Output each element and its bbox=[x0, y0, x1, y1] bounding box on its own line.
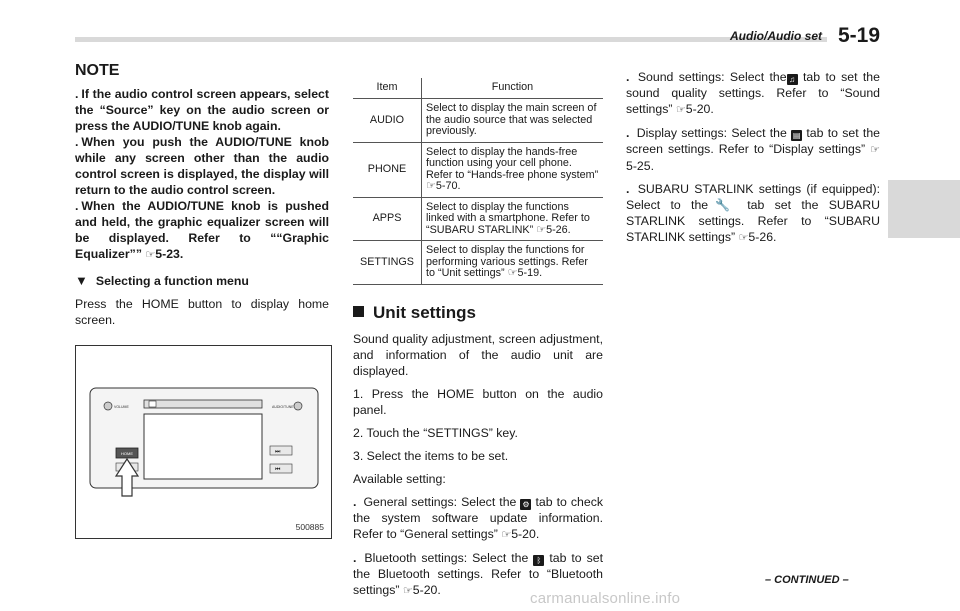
step-1: 1. Press the HOME button on the audio panel. bbox=[353, 386, 603, 417]
svg-text:⏭: ⏭ bbox=[275, 449, 281, 455]
ref-arrow-icon: ☞ bbox=[738, 232, 749, 244]
ref-arrow-icon: ☞ bbox=[507, 267, 518, 279]
table-header-item: Item bbox=[353, 78, 422, 99]
note-title: NOTE bbox=[75, 62, 120, 79]
bluetooth-settings-item: . Bluetooth settings: Select the ᛒ tab to set the Bluetooth settings. Refer to “Bluetooth settings” ☞5-20. bbox=[353, 550, 604, 597]
column-left bbox=[75, 62, 329, 328]
head-unit-illustration bbox=[76, 346, 331, 538]
selecting-heading: ▼ Selecting a function menu bbox=[75, 273, 249, 288]
starlink-settings-item: . SUBARU STARLINK settings (if equipped): Select to the🔧 tab set the SUBARU STARLINK settings. Refer to “SUBARU STARLINK settings” ☞5-26. bbox=[626, 182, 880, 244]
music-note-icon: ♫ bbox=[787, 74, 798, 85]
triangle-marker-icon: ▼ bbox=[75, 273, 88, 288]
note-bullet-3: . When the AUDIO/TUNE knob is pushed and held, the graphic equalizer screen will be displayed. Refer to ““Graphic Equalizer”” ☞5-23. bbox=[75, 199, 329, 261]
ref-arrow-icon: ☞ bbox=[501, 528, 512, 541]
unit-intro: Sound quality adjustment, screen adjustment, and information of the audio unit are displayed. bbox=[353, 331, 603, 378]
sound-settings-item: . Sound settings: Select the ♫ tab to set the sound quality settings. Refer to “Sound settings” ☞5-20. bbox=[626, 70, 880, 116]
square-marker-icon bbox=[353, 306, 364, 317]
section-title: Audio/Audio set bbox=[730, 29, 822, 43]
figure-code: 500885 bbox=[295, 522, 324, 532]
wrench-icon: 🔧 bbox=[708, 198, 737, 212]
table-header-row bbox=[353, 78, 603, 99]
note-bullet-2: . When you push the AUDIO/TUNE knob while any screen other than the audio control screen is displayed, the display will return to the audio control screen. bbox=[75, 135, 329, 197]
column-middle bbox=[353, 78, 603, 606]
svg-text:VOLUME: VOLUME bbox=[114, 405, 129, 409]
ref-arrow-icon: ☞ bbox=[402, 584, 413, 597]
svg-text:⏮: ⏮ bbox=[275, 467, 281, 473]
header-rule bbox=[75, 37, 827, 42]
ref-arrow-icon: ☞ bbox=[536, 223, 547, 236]
page-number: 5-19 bbox=[838, 24, 881, 47]
chapter-tab bbox=[888, 180, 960, 238]
continued-label: – CONTINUED – bbox=[765, 574, 849, 586]
svg-text:HOME: HOME bbox=[121, 451, 133, 456]
unit-settings-heading: Unit settings bbox=[353, 303, 603, 323]
display-icon: ▤ bbox=[792, 131, 801, 140]
display-settings-item: . Display settings: Select the ▤ tab to set the screen settings. Refer to “Display settings” ☞5-25. bbox=[626, 126, 881, 173]
watermark: carmanualsonline.info bbox=[530, 590, 681, 607]
function-table bbox=[353, 78, 603, 285]
available-label: Available setting: bbox=[353, 471, 446, 486]
ref-arrow-icon: ☞ bbox=[675, 104, 686, 116]
head-unit-figure bbox=[75, 345, 332, 539]
general-settings-item: . General settings: Select the ⚙ tab to check the system software update information. Refer to “General settings” ☞5-20. bbox=[353, 494, 604, 541]
table-row: SETTINGS Select to display the functions for performing various settings. Refer to “Unit settings” ☞5-19. bbox=[353, 241, 603, 285]
table-row: APPS Select to display the functions linked with a smartphone. Refer to “SUBARU STARLINK” ☞5-26. bbox=[353, 197, 603, 241]
ref-arrow-icon: ☞ bbox=[145, 249, 156, 261]
table-row: AUDIO Select to display the main screen of the audio source that was selected previously. bbox=[353, 99, 603, 143]
svg-text:AUDIO/TUNE: AUDIO/TUNE bbox=[272, 405, 294, 409]
column-right bbox=[626, 69, 880, 253]
step-2: 2. Touch the “SETTINGS” key. bbox=[353, 425, 518, 440]
table-row: PHONE Select to display the hands-free function using your cell phone. Refer to “Hands-free phone system” ☞5-70. bbox=[353, 142, 603, 197]
ref-arrow-icon: ☞ bbox=[426, 180, 436, 192]
table-header-function: Function bbox=[422, 78, 604, 99]
step-3: 3. Select the items to be set. bbox=[353, 448, 509, 463]
gear-icon: ⚙ bbox=[522, 499, 530, 509]
ref-arrow-icon: ☞ bbox=[870, 144, 881, 156]
note-bullet-1: . If the audio control screen appears, select the “Source” key on the audio screen or press the AUDIO/TUNE knob again. bbox=[75, 87, 329, 133]
selecting-text: Press the HOME button to display home screen. bbox=[75, 297, 329, 327]
bluetooth-icon: ᛒ bbox=[533, 555, 544, 566]
